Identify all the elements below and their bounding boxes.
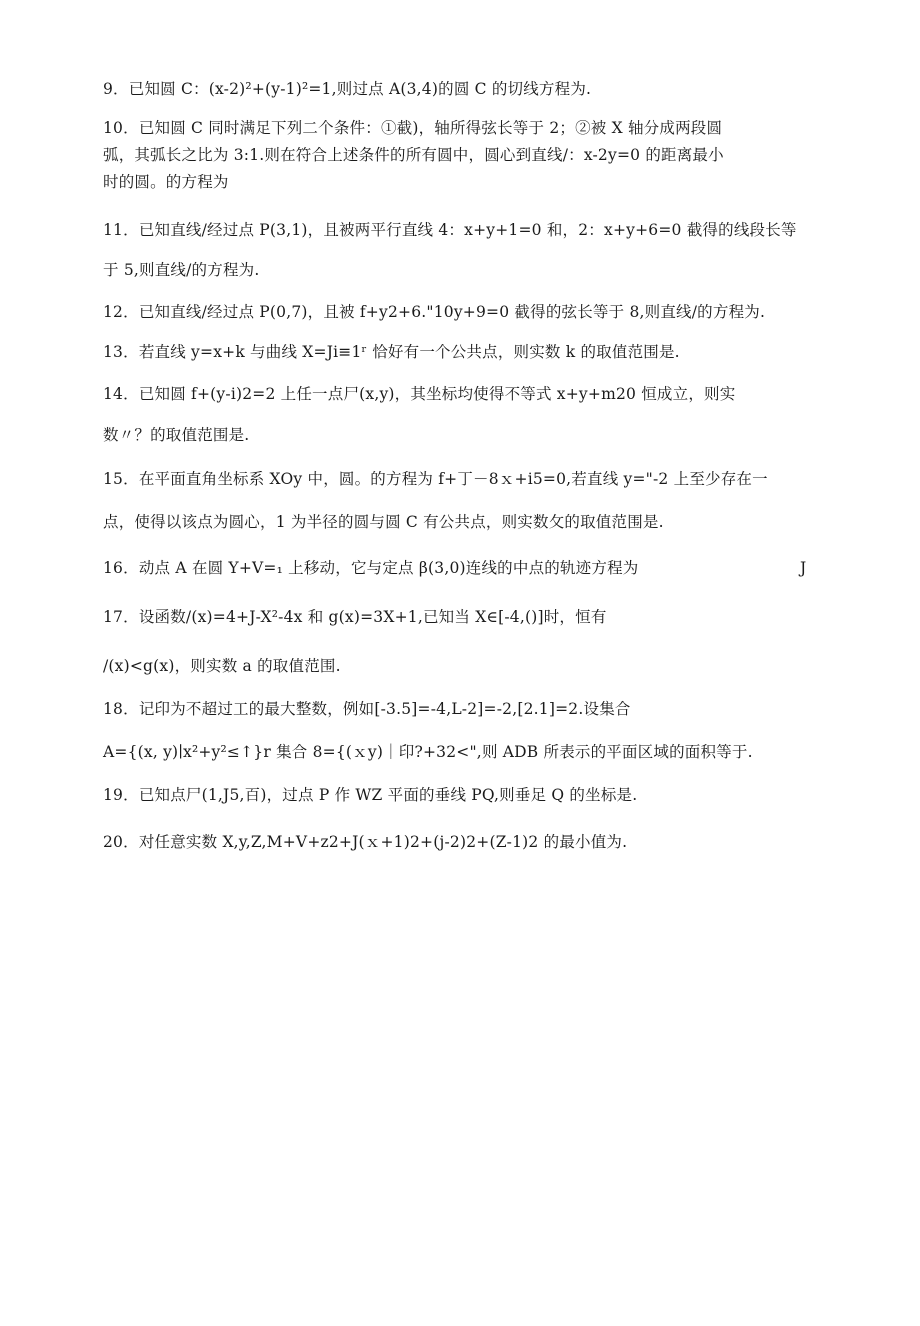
problem-15-line-2: 点，使得以该点为圆心，1 为半径的圆与圆 C 有公共点，则实数攵的取值范围是. [103, 513, 664, 531]
problem-17-line-1: 17．设函数/(x)=4+J-X²-4x 和 g(x)=3X+1,已知当 X∈[-4,()]时，恒有 [103, 608, 607, 626]
problem-10-line-3: 时的圆。的方程为 [103, 173, 229, 191]
problem-16-line-1: 16．动点 A 在圆 Y+V=₁ 上移动，它与定点 β(3,0)连线的中点的轨迹方程为 [103, 559, 639, 577]
problem-18-line-2: A={(x, y)∣x²+y²≤↑}r 集合 8={(ｘy)｜印?+32<",则 ADB 所表示的平面区域的面积等于. [103, 743, 753, 761]
problem-13-line-1: 13．若直线 y=x+k 与曲线 X=Ji≡1ʳ 恰好有一个公共点，则实数 k 的取值范围是. [103, 343, 680, 361]
problem-12-line-1: 12．已知直线/经过点 P(0,7)，且被 f+y2+6."10y+9=0 截得的弦长等于 8,则直线/的方程为. [103, 303, 766, 321]
problem-11-line-1: 11．已知直线/经过点 P(3,1)，且被两平行直线 4：x+y+1=0 和，2：x+y+6=0 截得的线段长等 [103, 221, 797, 239]
problem-11-line-2: 于 5,则直线/的方程为. [103, 261, 260, 279]
problem-16-tail-mark: J [800, 559, 807, 577]
problem-14-line-2: 数〃？的取值范围是. [103, 426, 250, 444]
problem-17-line-2: /(x)<g(x)，则实数 a 的取值范围. [103, 657, 341, 675]
problem-19-line-1: 19．已知点尸(1,J5,百)，过点 P 作 WZ 平面的垂线 PQ,则垂足 Q 的坐标是. [103, 786, 638, 804]
problem-10-line-2: 弧，其弧长之比为 3:1.则在符合上述条件的所有圆中，圆心到直线/：x-2y=0 的距离最小 [103, 146, 724, 164]
problem-20-line-1: 20．对任意实数 X,y,Z,M+V+z2+J(ｘ+1)2+(j-2)2+(Z-1)2 的最小值为. [103, 833, 628, 851]
problem-9-line-1: 9．已知圆 C：(x-2)²+(y-1)²=1,则过点 A(3,4)的圆 C 的切线方程为. [103, 80, 592, 98]
problem-15-line-1: 15．在平面直角坐标系 XOy 中，圆。的方程为 f+丁－8ｘ+i5=0,若直线 y="-2 上至少存在一 [103, 470, 768, 488]
problem-18-line-1: 18．记印为不超过工的最大整数，例如[-3.5]=-4,L-2]=-2,[2.1]=2.设集合 [103, 700, 631, 718]
problem-14-line-1: 14．已知圆 f+(y-i)2=2 上任一点尸(x,y)，其坐标均使得不等式 x+y+m20 恒成立，则实 [103, 385, 736, 403]
problem-10-line-1: 10．已知圆 C 同时满足下列二个条件：①截)，轴所得弦长等于 2；②被 X 轴分成两段圆 [103, 119, 723, 137]
